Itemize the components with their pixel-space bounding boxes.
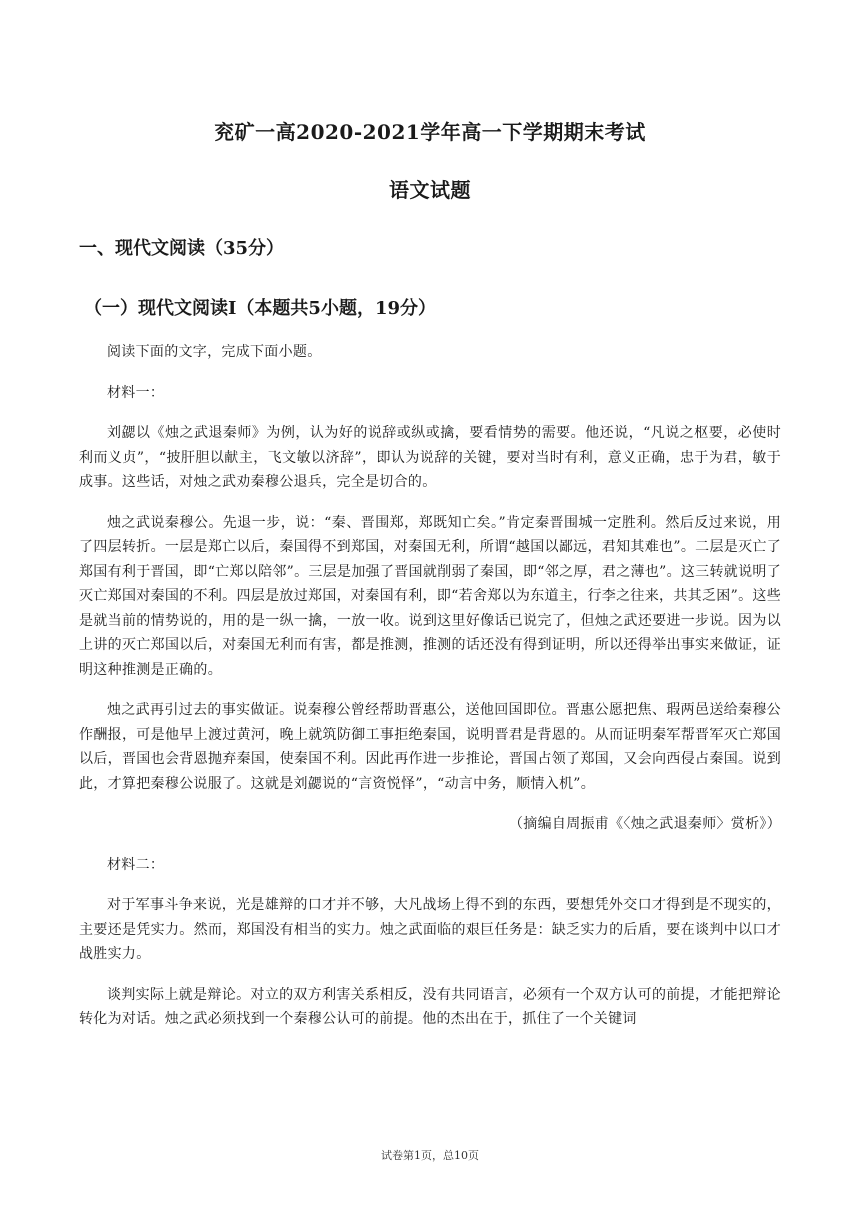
instruction-text: 阅读下面的文字，完成下面小题。 [107,344,322,360]
material-2-label: 材料二： [107,856,165,873]
paragraph: 刘勰以《烛之武退秦师》为例，认为好的说辞或纵或擒，要看情势的需要。他还说，“凡说之枢要，必使时利而义贞”，“披肝胆以献主，飞文敏以济辞”，即认为说辞的关键，要对当时有利，意义正确，忠于为君，敏于成事。这些话，对烛之武劝秦穆公退兵，完全是切合的。 [79,425,781,490]
paragraph: 烛之武说秦穆公。先退一步，说：“秦、晋围郑，郑既知亡矣。”肯定秦晋围城一定胜利。然后反过来说，用了四层转折。一层是郑亡以后，秦国得不到郑国，对秦国无利，所谓“越国以鄙远，君知其难也”。二层是灭亡了郑国有利于晋国，即“亡郑以陪邻”。三层是加强了晋国就削弱了秦国，即“邻之厚，君之薄也”。这三转就说明了灭亡郑国对秦国的不利。四层是放过郑国，对秦国有利，即“若舍郑以为东道主，行李之往来，共其乏困”。这些是就当前的情势说的，用的是一纵一擒，一放一收。说到这里好像话已说完了，但烛之武还要进一步说。因为以上讲的灭亡郑国以后，对秦国无利而有害，都是推测，推测的话还没有得到证明，所以还得举出事实来做证，证明这种推测是正确的。 [79,514,781,678]
subsection-heading-reading-1: （一）现代文阅读Ⅰ（本题共5小题，19分） [84,298,436,319]
material-1-label: 材料一： [107,384,165,401]
paragraph: 对于军事斗争来说，光是雄辩的口才并不够，大凡战场上得不到的东西，要想凭外交口才得到是不现实的，主要还是凭实力。然而，郑国没有相当的实力。烛之武面临的艰巨任务是：缺乏实力的后盾，要在谈判中以口才战胜实力。 [79,897,781,962]
exam-title: 兖矿一高2020-2021学年高一下学期期末考试 [214,120,646,144]
exam-subtitle: 语文试题 [389,178,471,202]
section-heading-modern-reading: 一、现代文阅读（35分） [79,238,285,259]
source-citation: （摘编自周振甫《〈烛之武退秦师〉赏析》） [509,816,781,832]
page-footer: 试卷第1页，总10页 [381,1149,479,1162]
passage-body [79,340,781,1048]
paragraph: 烛之武再引过去的事实做证。说秦穆公曾经帮助晋惠公，送他回国即位。晋惠公愿把焦、瑕两邑送给秦穆公作酬报，可是他早上渡过黄河，晚上就筑防御工事拒绝秦国，说明晋君是背恩的。从而证明秦军帮晋军灭亡郑国以后，晋国也会背恩抛弃秦国，使秦国不利。因此再作进一步推论，晋国占领了郑国，又会向西侵占秦国。说到此，才算把秦穆公说服了。这就是刘勰说的“言资悦怿”，“动言中务，顺情入机”。 [79,702,781,792]
paragraph: 谈判实际上就是辩论。对立的双方利害关系相反，没有共同语言，必须有一个双方认可的前提，才能把辩论转化为对话。烛之武必须找到一个秦穆公认可的前提。他的杰出在于，抓住了一个关键词 [79,986,781,1027]
